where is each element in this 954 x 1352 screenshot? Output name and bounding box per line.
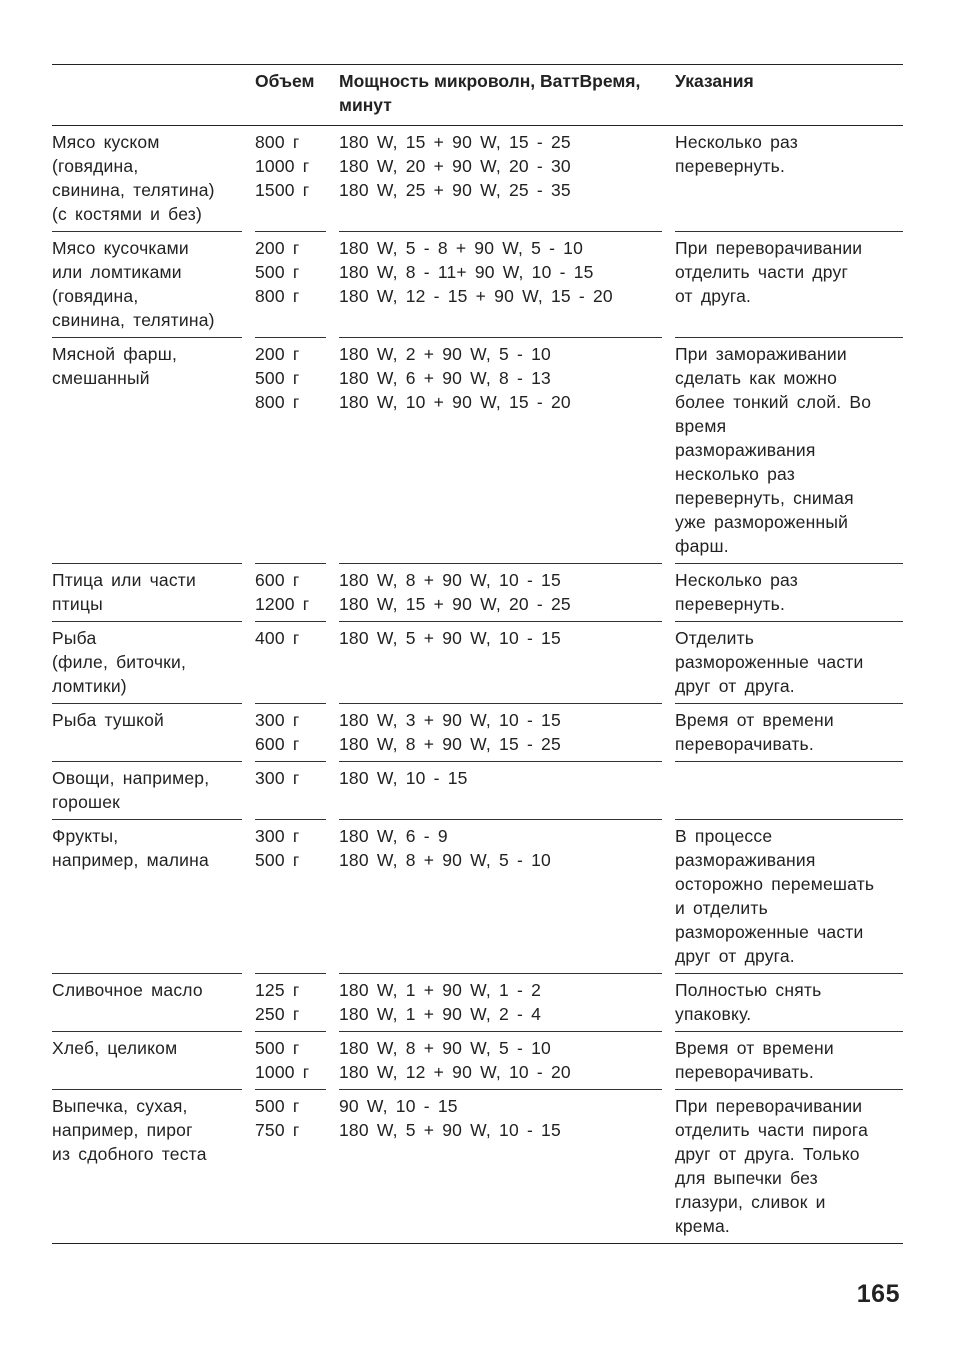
amount-line: 250 г [255,1004,300,1024]
amount-cell [255,232,339,338]
power-time-cell [339,1090,675,1244]
product-line: Выпечка, сухая, [52,1096,188,1116]
notes-line: перевернуть. [675,156,786,176]
notes-line: крема. [675,1216,730,1236]
notes-cell [675,338,903,564]
power-time-line: 180 W, 8 + 90 W, 5 - 10 [339,850,551,870]
amount-line: 300 г [255,768,300,788]
notes-cell [675,232,903,338]
power-time-cell [339,622,675,704]
page-number: 165 [856,1280,900,1308]
table-row [52,704,903,762]
notes-line: размороженные части [675,652,864,672]
amount-line: 800 г [255,392,300,412]
notes-line: отделить части друг [675,262,849,282]
table-row [52,820,903,974]
amount-cell [255,622,339,704]
amount-line: 300 г [255,826,300,846]
notes-line: сделать как можно [675,368,838,388]
product-cell [52,126,255,232]
product-line: горошек [52,792,121,812]
amount-cell [255,820,339,974]
product-line: смешанный [52,368,150,388]
power-time-line: 180 W, 10 + 90 W, 15 - 20 [339,392,571,412]
power-time-cell [339,1032,675,1090]
table-row [52,974,903,1032]
product-line: или ломтиками [52,262,182,282]
power-time-cell [339,232,675,338]
header-notes [675,64,903,126]
power-time-line: 90 W, 10 - 15 [339,1096,458,1116]
notes-line: При переворачивании [675,1096,863,1116]
amount-line: 1000 г [255,156,310,176]
amount-line: 125 г [255,980,300,1000]
notes-line: В процессе [675,826,773,846]
table-row [52,622,903,704]
notes-line: перевернуть, снимая [675,488,854,508]
power-time-cell [339,704,675,762]
amount-cell [255,564,339,622]
amount-cell [255,762,339,820]
product-line: Птица или части [52,570,197,590]
header-product [52,64,255,126]
header-amount-text: Объем [255,71,315,91]
notes-line: несколько раз [675,464,796,484]
notes-line: При замораживании [675,344,847,364]
power-time-line: 180 W, 5 + 90 W, 10 - 15 [339,628,561,648]
product-line: (филе, биточки, [52,652,187,672]
product-cell [52,1090,255,1244]
amount-line: 400 г [255,628,300,648]
notes-line: При переворачивании [675,238,863,258]
product-line: Мясо кусочками [52,238,189,258]
notes-line: Несколько раз [675,132,798,152]
notes-cell [675,820,903,974]
amount-line: 800 г [255,132,300,152]
product-line: Мясо кyском [52,132,160,152]
power-time-line: 180 W, 8 + 90 W, 10 - 15 [339,570,561,590]
notes-line: размораживания [675,850,816,870]
notes-line: отделить части пирога [675,1120,869,1140]
amount-line: 500 г [255,262,300,282]
power-time-line: 180 W, 2 + 90 W, 5 - 10 [339,344,551,364]
notes-line: глазури, сливок и [675,1192,826,1212]
notes-cell [675,564,903,622]
notes-line: упаковку. [675,1004,752,1024]
product-line: Мясной фарш, [52,344,178,364]
notes-cell [675,1032,903,1090]
product-line: Рыба [52,628,97,648]
amount-line: 500 г [255,368,300,388]
product-cell [52,1032,255,1090]
product-cell [52,622,255,704]
power-time-line: 180 W, 15 + 90 W, 15 - 25 [339,132,571,152]
product-line: (говядина, [52,286,139,306]
table-row [52,338,903,564]
amount-line: 800 г [255,286,300,306]
notes-line: размороженные части [675,922,864,942]
amount-line: 500 г [255,1038,300,1058]
notes-line: переворачивать. [675,734,814,754]
power-time-line: 180 W, 5 - 8 + 90 W, 5 - 10 [339,238,584,258]
amount-line: 750 г [255,1120,300,1140]
header-notes-text: Указания [675,71,754,91]
amount-line: 1000 г [255,1062,310,1082]
notes-line: уже размороженный [675,512,849,532]
power-time-line: 180 W, 12 - 15 + 90 W, 15 - 20 [339,286,613,306]
product-line: Рыба тушкой [52,710,165,730]
amount-cell [255,1032,339,1090]
power-time-cell [339,974,675,1032]
amount-line: 500 г [255,1096,300,1116]
amount-cell [255,974,339,1032]
amount-line: 300 г [255,710,300,730]
power-time-line: 180 W, 8 - 11+ 90 W, 10 - 15 [339,262,594,282]
power-time-cell [339,820,675,974]
product-line: например, пирог [52,1120,193,1140]
notes-line: время [675,416,727,436]
amount-line: 500 г [255,850,300,870]
power-time-cell [339,126,675,232]
product-cell [52,974,255,1032]
product-line: например, малина [52,850,209,870]
notes-cell [675,126,903,232]
product-line: (с костями и без) [52,204,202,224]
power-time-line: 180 W, 20 + 90 W, 20 - 30 [339,156,571,176]
table-row [52,762,903,820]
notes-cell [675,622,903,704]
notes-cell [675,1090,903,1244]
notes-line: Полностью снять [675,980,822,1000]
power-time-line: 180 W, 5 + 90 W, 10 - 15 [339,1120,561,1140]
table-row [52,564,903,622]
power-time-cell [339,338,675,564]
notes-line: Отделить [675,628,755,648]
notes-line: друг от друга. [675,676,795,696]
amount-line: 1200 г [255,594,310,614]
power-time-line: 180 W, 6 + 90 W, 8 - 13 [339,368,551,388]
notes-line: размораживания [675,440,816,460]
notes-line: друг от друга. [675,946,795,966]
power-time-line: 180 W, 3 + 90 W, 10 - 15 [339,710,561,730]
power-time-line: 180 W, 15 + 90 W, 20 - 25 [339,594,571,614]
power-time-line: 180 W, 10 - 15 [339,768,468,788]
table-row [52,126,903,232]
notes-line: Время от времени [675,710,834,730]
header-power-time-text: Время, минут [339,71,641,115]
defrost-table [52,64,903,1244]
product-line: свинина, телятина) [52,310,215,330]
product-line: Фрукты, [52,826,119,846]
header-power-time-text: Мощность микроволн, Ватт [339,71,580,91]
product-line: из сдобного теста [52,1144,207,1164]
amount-cell [255,1090,339,1244]
product-line: свинина, телятина) [52,180,215,200]
amount-line: 200 г [255,238,300,258]
product-line: ломтики) [52,676,127,696]
product-line: Хлеб, целиком [52,1038,178,1058]
table-row [52,232,903,338]
header-amount [255,64,339,126]
product-line: Сливочное масло [52,980,203,1000]
amount-cell [255,338,339,564]
notes-line: для выпечки без [675,1168,818,1188]
power-time-line: 180 W, 25 + 90 W, 25 - 35 [339,180,571,200]
power-time-line: 180 W, 8 + 90 W, 15 - 25 [339,734,561,754]
product-cell [52,564,255,622]
product-cell [52,820,255,974]
product-cell [52,232,255,338]
header-power-time [339,64,675,126]
notes-line: друг от друга. Только [675,1144,860,1164]
notes-cell [675,704,903,762]
table-header-row [52,64,903,126]
power-time-line: 180 W, 1 + 90 W, 2 - 4 [339,1004,542,1024]
notes-line: более тонкий слой. Во [675,392,872,412]
power-time-line: 180 W, 1 + 90 W, 1 - 2 [339,980,542,1000]
notes-line: Время от времени [675,1038,834,1058]
power-time-line: 180 W, 6 - 9 [339,826,448,846]
product-line: Овощи, например, [52,768,210,788]
amount-line: 600 г [255,734,300,754]
notes-line: осторожно перемешать [675,874,875,894]
notes-line: фарш. [675,536,729,556]
product-line: птицы [52,594,103,614]
product-cell [52,762,255,820]
table-row [52,1032,903,1090]
product-line: (говядина, [52,156,139,176]
notes-line: и отделить [675,898,768,918]
amount-line: 600 г [255,570,300,590]
power-time-cell [339,762,675,820]
amount-cell [255,704,339,762]
notes-cell [675,762,903,820]
power-time-line: 180 W, 12 + 90 W, 10 - 20 [339,1062,571,1082]
amount-line: 1500 г [255,180,310,200]
product-cell [52,704,255,762]
notes-line: от друга. [675,286,752,306]
product-cell [52,338,255,564]
power-time-cell [339,564,675,622]
notes-cell [675,974,903,1032]
notes-line: перевернуть. [675,594,786,614]
amount-cell [255,126,339,232]
notes-line: переворачивать. [675,1062,814,1082]
amount-line: 200 г [255,344,300,364]
power-time-line: 180 W, 8 + 90 W, 5 - 10 [339,1038,551,1058]
table-row [52,1090,903,1244]
notes-line: Несколько раз [675,570,798,590]
